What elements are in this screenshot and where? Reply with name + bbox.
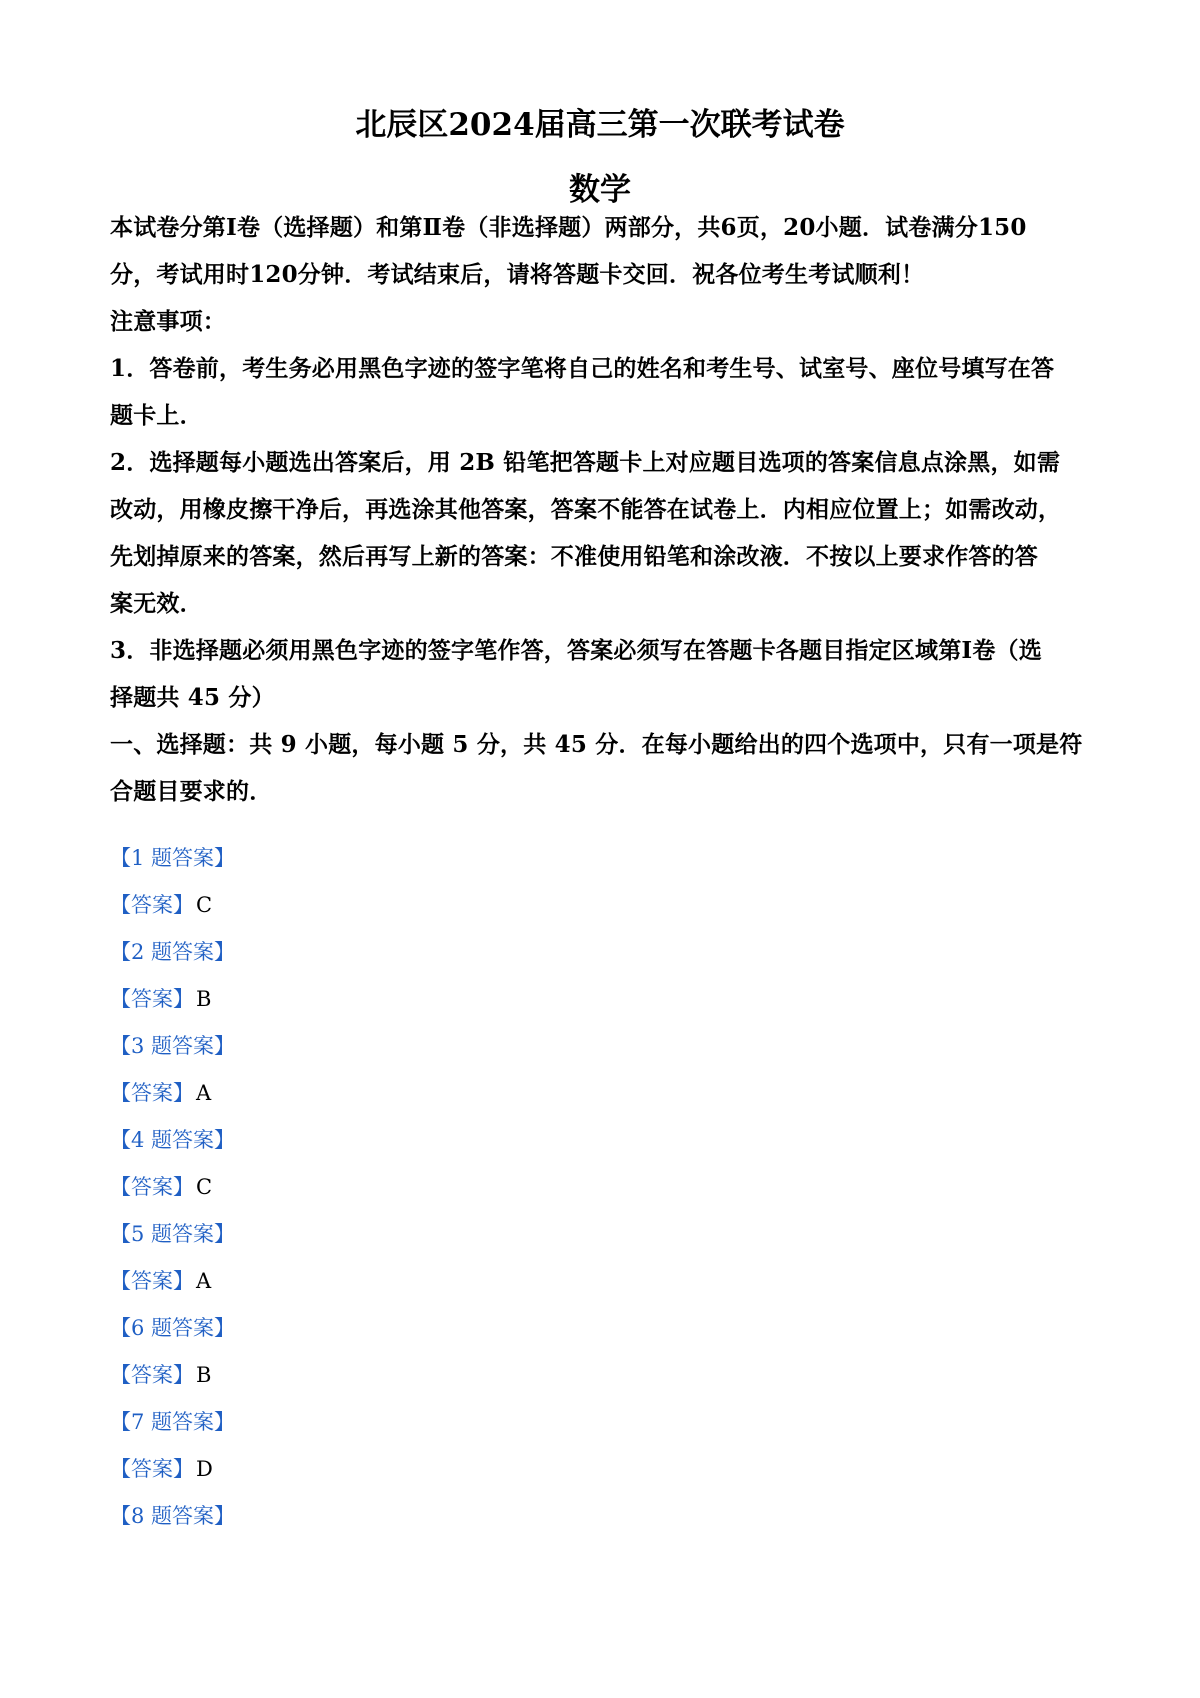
- section-1-line-2: 合题目要求的．: [110, 778, 273, 805]
- intro-line-2: 分，考试用时120分钟．考试结束后，请将答题卡交回．祝各位考生考试顺利！: [110, 261, 925, 288]
- q2-answer-heading: 【2 题答案】: [110, 940, 236, 964]
- q5-answer-value: A: [196, 1269, 212, 1293]
- section-1-line-1: 一、选择题：共 9 小题，每小题 5 分，共 45 分．在每小题给出的四个选项中，只有一项是符: [110, 731, 1083, 758]
- q4-answer-row: [110, 1172, 212, 1202]
- intro-line-1: 本试卷分第Ⅰ卷（选择题）和第Ⅱ卷（非选择题）两部分，共6页，20小题．试卷满分150: [110, 214, 1027, 241]
- notice-item-2-line-1: 2．选择题每小题选出答案后，用 2B 铅笔把答题卡上对应题目选项的答案信息点涂黑，如需: [110, 449, 1061, 476]
- subject-title: 数学: [569, 172, 631, 208]
- answer-label: 【答案】: [110, 1457, 194, 1481]
- q1-answer-heading: 【1 题答案】: [110, 846, 236, 870]
- q3-answer-heading: 【3 题答案】: [110, 1034, 236, 1058]
- q8-answer-heading: 【8 题答案】: [110, 1504, 236, 1528]
- answer-label: 【答案】: [110, 1175, 194, 1199]
- answer-label: 【答案】: [110, 987, 194, 1011]
- q7-answer-value: D: [196, 1457, 213, 1481]
- notice-item-3-line-2: 择题共 45 分）: [110, 684, 275, 711]
- q6-answer-row: [110, 1360, 211, 1390]
- q6-answer-heading: 【6 题答案】: [110, 1316, 236, 1340]
- q4-answer-value: C: [196, 1175, 213, 1199]
- q1-answer-value: C: [196, 893, 213, 917]
- q3-answer-value: A: [196, 1081, 212, 1105]
- answer-label: 【答案】: [110, 1081, 194, 1105]
- q7-answer-row: [110, 1454, 213, 1484]
- notice-item-2-line-2: 改动，用橡皮擦干净后，再选涂其他答案，答案不能答在试卷上．内相应位置上；如需改动，: [110, 496, 1062, 523]
- answer-label: 【答案】: [110, 1363, 194, 1387]
- q5-answer-row: [110, 1266, 211, 1296]
- exam-title: 北辰区2024届高三第一次联考试卷: [355, 107, 845, 143]
- notice-heading: 注意事项：: [110, 308, 226, 335]
- answer-label: 【答案】: [110, 893, 194, 917]
- q6-answer-value: B: [196, 1363, 212, 1387]
- notice-item-3-line-1: 3．非选择题必须用黑色字迹的签字笔作答，答案必须写在答题卡各题目指定区域第Ⅰ卷（选: [110, 637, 1042, 664]
- q1-answer-row: [110, 890, 212, 920]
- q5-answer-heading: 【5 题答案】: [110, 1222, 236, 1246]
- q2-answer-row: [110, 984, 211, 1014]
- q2-answer-value: B: [196, 987, 212, 1011]
- notice-item-1-line-2: 题卡上．: [110, 402, 203, 429]
- notice-item-2-line-4: 案无效．: [110, 590, 203, 617]
- answer-label: 【答案】: [110, 1269, 194, 1293]
- q7-answer-heading: 【7 题答案】: [110, 1410, 236, 1434]
- notice-item-2-line-3: 先划掉原来的答案，然后再写上新的答案：不准使用铅笔和涂改液．不按以上要求作答的答: [110, 543, 1038, 570]
- q3-answer-row: [110, 1078, 211, 1108]
- q4-answer-heading: 【4 题答案】: [110, 1128, 236, 1152]
- notice-item-1-line-1: 1．答卷前，考生务必用黑色字迹的签字笔将自己的姓名和考生号、试室号、座位号填写在答: [110, 355, 1055, 382]
